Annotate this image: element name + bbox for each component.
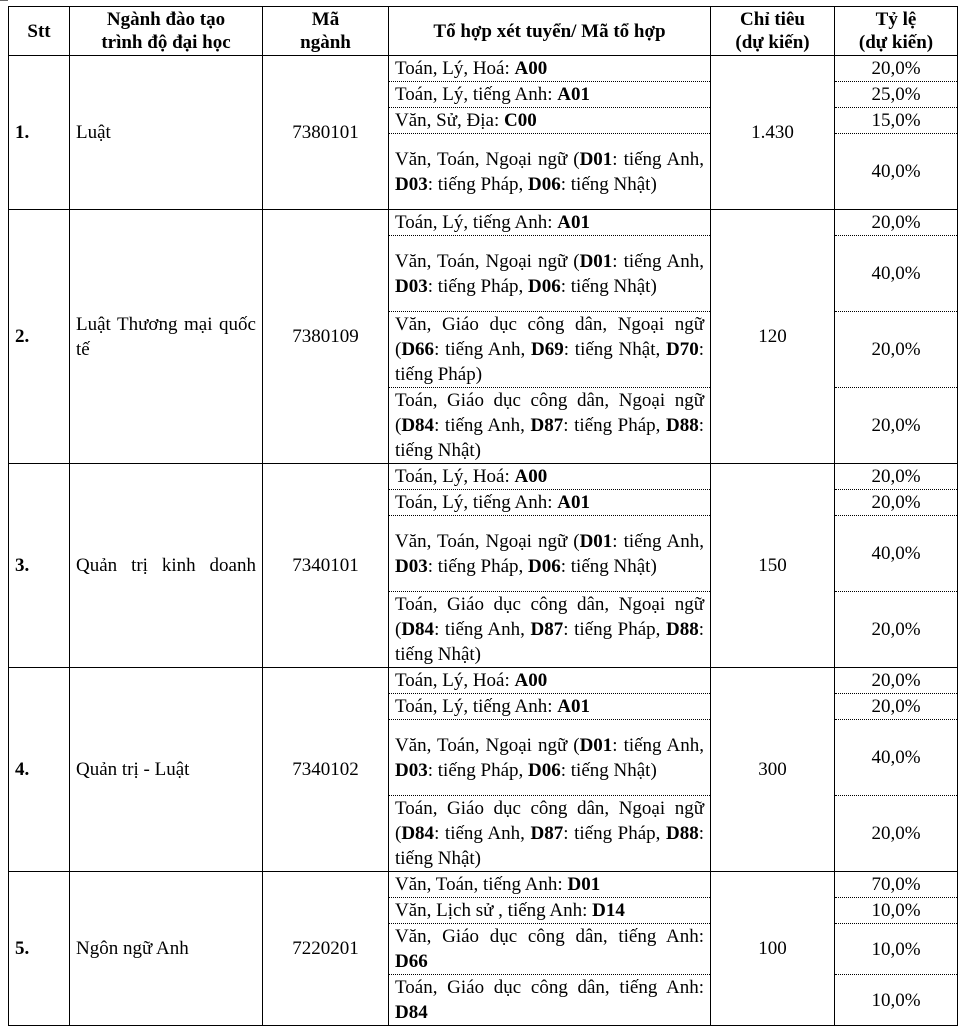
combo-cell <box>389 312 711 388</box>
combo-cell <box>389 388 711 464</box>
header-ratio-line1: Tỷ lệ <box>875 9 917 30</box>
table-row <box>9 668 958 694</box>
combo-text: Văn, Giáo dục công dân, tiếng Anh: <box>395 926 704 947</box>
combo-code: D88 <box>665 823 699 844</box>
combo-text: : tiếng Pháp, <box>427 275 529 297</box>
combo-cell <box>389 236 711 312</box>
combo-code: A01 <box>557 84 590 105</box>
combo-cell <box>389 898 711 924</box>
combo-text: : tiếng Pháp, <box>427 555 529 577</box>
combo-code: D01 <box>579 148 613 170</box>
combo-text: Văn, Lịch sử , tiếng Anh: <box>395 900 593 921</box>
combo-text: : tiếng Anh, <box>612 250 704 272</box>
combo-code: C00 <box>503 110 537 131</box>
combo-text: Toán, Giáo dục công dân, tiếng Anh: <box>395 977 704 998</box>
header-combos: Tổ hợp xét tuyển/ Mã tổ hợp <box>389 7 711 56</box>
header-major-line2: trình độ đại học <box>101 32 231 53</box>
major-name: Luật <box>70 56 263 210</box>
ratio-value: 40,0% <box>835 236 958 312</box>
combo-cell <box>389 82 711 108</box>
combo-text: : tiếng Anh, <box>434 619 531 640</box>
combo-code: D01 <box>579 530 613 552</box>
header-quota-line2: (dự kiến) <box>735 32 810 53</box>
header-code <box>263 7 389 56</box>
combo-text: : tiếng Anh, <box>434 339 532 360</box>
ratio-value: 10,0% <box>835 898 958 924</box>
combo-code: D84 <box>401 619 435 640</box>
ratio-value: 15,0% <box>835 108 958 134</box>
ratio-value: 20,0% <box>835 694 958 720</box>
combo-text: Toán, Lý, tiếng Anh: <box>395 84 558 105</box>
header-quota-line1: Chỉ tiêu <box>740 9 805 30</box>
combo-text: Văn, Toán, Ngoại ngữ ( <box>395 734 580 756</box>
header-ratio-line2: (dự kiến) <box>858 32 934 53</box>
combo-code: D06 <box>528 759 561 781</box>
major-code: 7380109 <box>263 210 389 464</box>
quota-value: 150 <box>711 464 835 668</box>
header-major-line1: Ngành đào tạo <box>106 9 226 30</box>
header-stt: Stt <box>9 7 70 56</box>
combo-text: Toán, Giáo dục công dân, Ngoại ngữ ( <box>395 798 704 844</box>
combo-text: : tiếng Nhật) <box>395 823 704 869</box>
combo-code: A00 <box>514 58 548 79</box>
combo-text: : tiếng Pháp, <box>427 759 529 781</box>
combo-code: A00 <box>514 466 548 487</box>
combo-text: : tiếng Nhật, <box>563 339 666 360</box>
combo-text: : tiếng Anh, <box>612 734 704 756</box>
major-code: 7340101 <box>263 464 389 668</box>
ratio-value: 40,0% <box>835 134 958 210</box>
combo-text: : tiếng Nhật) <box>395 619 704 665</box>
combo-code: D87 <box>530 823 564 844</box>
ratio-value: 10,0% <box>835 975 958 1026</box>
ratio-value: 70,0% <box>835 872 958 898</box>
major-code: 7340102 <box>263 668 389 872</box>
major-name: Luật Thương mại quốc tế <box>70 210 263 464</box>
quota-value: 100 <box>711 872 835 1026</box>
ratio-value: 20,0% <box>835 592 958 668</box>
combo-cell <box>389 924 711 975</box>
table-header <box>9 7 958 56</box>
combo-code: D66 <box>395 951 428 972</box>
combo-text: : tiếng Pháp, <box>563 619 666 640</box>
combo-cell <box>389 134 711 210</box>
ratio-value: 20,0% <box>835 56 958 82</box>
combo-cell <box>389 720 711 796</box>
combo-text: : tiếng Anh, <box>612 530 704 552</box>
ratio-value: 40,0% <box>835 720 958 796</box>
combo-text: : tiếng Nhật) <box>560 173 657 195</box>
combo-text: : tiếng Nhật) <box>560 275 657 297</box>
combo-text: : tiếng Nhật) <box>395 415 704 461</box>
combo-code: D03 <box>395 759 428 781</box>
combo-code: D14 <box>592 900 625 921</box>
major-code: 7220201 <box>263 872 389 1026</box>
admission-table <box>8 6 958 1026</box>
combo-code: D06 <box>528 555 561 577</box>
table-row <box>9 464 958 490</box>
combo-cell <box>389 56 711 82</box>
combo-code: D88 <box>665 619 699 640</box>
major-name: Ngôn ngữ Anh <box>70 872 263 1026</box>
ratio-value: 20,0% <box>835 210 958 236</box>
combo-text: Văn, Sử, Địa: <box>395 110 504 131</box>
combo-code: D06 <box>528 173 561 195</box>
combo-text: : tiếng Anh, <box>434 823 531 844</box>
ratio-value: 25,0% <box>835 82 958 108</box>
combo-code: D87 <box>530 415 564 436</box>
combo-cell <box>389 668 711 694</box>
combo-text: Toán, Lý, Hoá: <box>395 58 515 79</box>
header-code-line2: ngành <box>300 32 351 53</box>
table-row <box>9 210 958 236</box>
combo-code: D66 <box>401 339 435 360</box>
combo-cell <box>389 210 711 236</box>
combo-cell <box>389 490 711 516</box>
ratio-value: 20,0% <box>835 490 958 516</box>
combo-text: : tiếng Nhật) <box>560 555 657 577</box>
header-code-line1: Mã <box>311 9 340 30</box>
ratio-value: 20,0% <box>835 464 958 490</box>
major-name: Quản trị kinh doanh <box>70 464 263 668</box>
combo-code: D06 <box>528 275 561 297</box>
combo-text: : tiếng Anh, <box>612 148 704 170</box>
combo-code: D03 <box>395 555 428 577</box>
row-stt: 5. <box>9 872 70 1026</box>
combo-code: D01 <box>579 734 613 756</box>
ratio-value: 20,0% <box>835 796 958 872</box>
quota-value: 1.430 <box>711 56 835 210</box>
combo-code: D87 <box>530 619 564 640</box>
ratio-value: 40,0% <box>835 516 958 592</box>
combo-text: Toán, Giáo dục công dân, Ngoại ngữ ( <box>395 594 704 640</box>
corner-mark <box>0 0 8 5</box>
combo-code: D84 <box>401 415 435 436</box>
row-stt: 1. <box>9 56 70 210</box>
row-stt: 2. <box>9 210 70 464</box>
ratio-value: 20,0% <box>835 388 958 464</box>
combo-code: D03 <box>395 173 428 195</box>
combo-text: Văn, Toán, Ngoại ngữ ( <box>395 148 580 170</box>
table-row <box>9 872 958 898</box>
table-row <box>9 56 958 82</box>
combo-text: Toán, Lý, tiếng Anh: <box>395 492 558 513</box>
table-body <box>9 56 958 1026</box>
combo-code: D69 <box>531 339 564 360</box>
combo-code: D01 <box>567 874 601 895</box>
combo-text: : tiếng Pháp, <box>563 823 666 844</box>
combo-code: D84 <box>395 1002 428 1023</box>
combo-text: Toán, Giáo dục công dân, Ngoại ngữ ( <box>395 390 704 436</box>
combo-text: : tiếng Pháp) <box>395 339 704 385</box>
header-quota <box>711 7 835 56</box>
major-code: 7380101 <box>263 56 389 210</box>
combo-text: Toán, Lý, Hoá: <box>395 466 515 487</box>
combo-code: D01 <box>579 250 613 272</box>
combo-cell <box>389 108 711 134</box>
ratio-value: 10,0% <box>835 924 958 975</box>
combo-text: : tiếng Anh, <box>434 415 531 436</box>
combo-text: Văn, Toán, tiếng Anh: <box>395 874 568 895</box>
header-row <box>9 7 958 56</box>
combo-code: D70 <box>665 339 699 360</box>
combo-code: A01 <box>557 696 590 717</box>
combo-cell <box>389 975 711 1026</box>
combo-text: Toán, Lý, tiếng Anh: <box>395 696 558 717</box>
combo-text: Văn, Toán, Ngoại ngữ ( <box>395 530 580 552</box>
combo-code: D88 <box>665 415 699 436</box>
combo-cell <box>389 694 711 720</box>
ratio-value: 20,0% <box>835 668 958 694</box>
combo-cell <box>389 464 711 490</box>
quota-value: 300 <box>711 668 835 872</box>
combo-text: : tiếng Pháp, <box>427 173 529 195</box>
row-stt: 3. <box>9 464 70 668</box>
combo-code: D03 <box>395 275 428 297</box>
combo-code: A01 <box>557 492 590 513</box>
combo-text: Văn, Toán, Ngoại ngữ ( <box>395 250 580 272</box>
combo-text: : tiếng Pháp, <box>563 415 666 436</box>
combo-cell <box>389 872 711 898</box>
quota-value: 120 <box>711 210 835 464</box>
major-name: Quản trị - Luật <box>70 668 263 872</box>
combo-text: Toán, Lý, Hoá: <box>395 670 515 691</box>
header-major <box>70 7 263 56</box>
combo-code: A00 <box>514 670 548 691</box>
combo-code: A01 <box>557 212 590 233</box>
ratio-value: 20,0% <box>835 312 958 388</box>
row-stt: 4. <box>9 668 70 872</box>
combo-cell <box>389 796 711 872</box>
combo-text: Toán, Lý, tiếng Anh: <box>395 212 558 233</box>
combo-cell <box>389 592 711 668</box>
header-ratio <box>835 7 958 56</box>
combo-cell <box>389 516 711 592</box>
combo-text: : tiếng Nhật) <box>560 759 657 781</box>
combo-code: D84 <box>401 823 435 844</box>
combo-text: Văn, Giáo dục công dân, Ngoại ngữ ( <box>395 314 704 360</box>
